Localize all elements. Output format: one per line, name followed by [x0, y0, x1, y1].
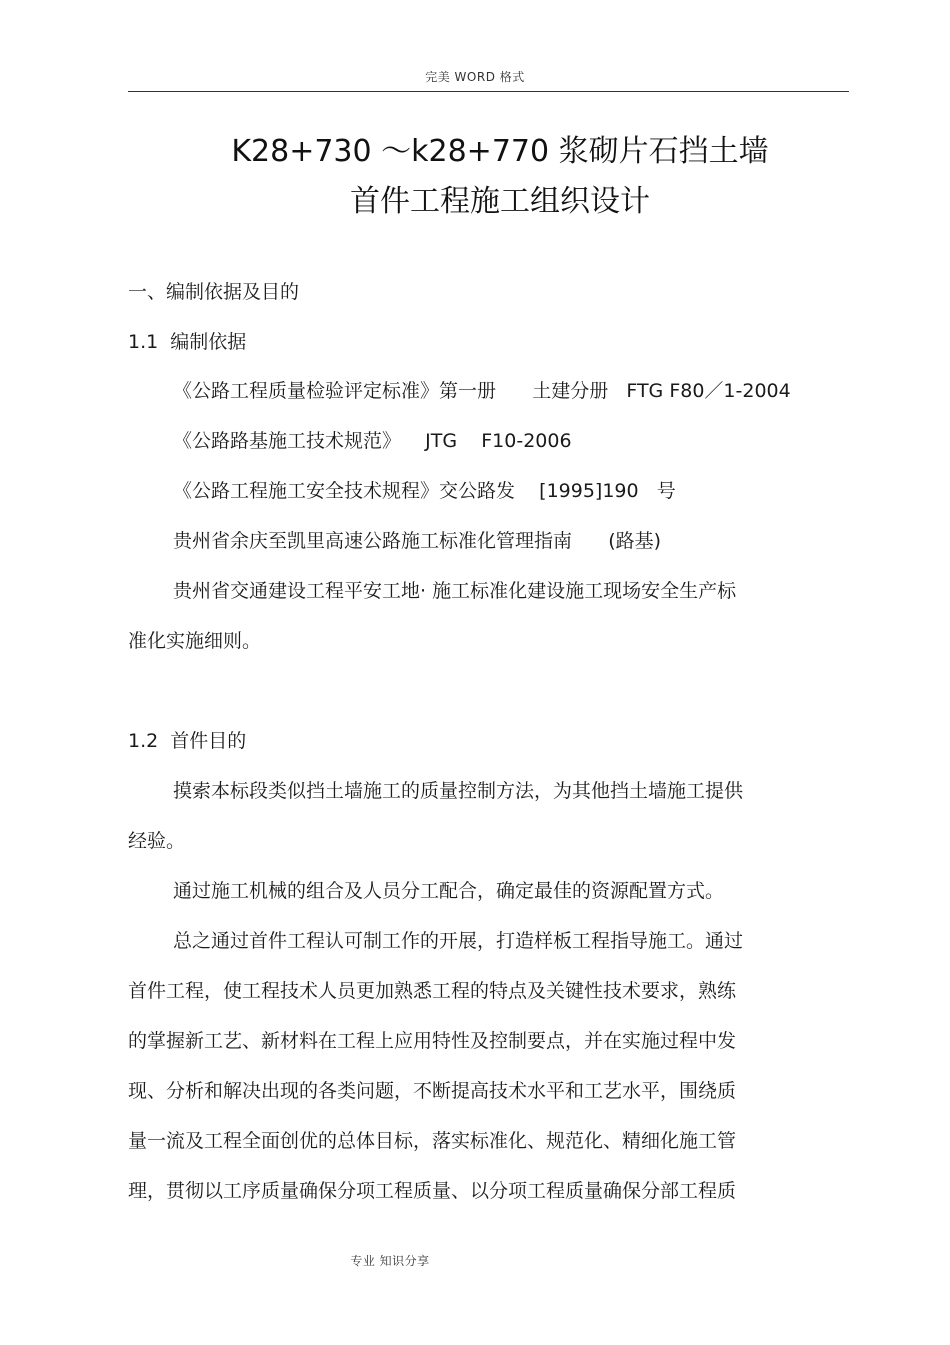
- reference-item: 贵州省余庆至凯里高速公路施工标准化管理指南 (路基): [173, 530, 662, 552]
- header-divider: [128, 91, 849, 92]
- section-heading-1: 一、编制依据及目的: [128, 281, 300, 303]
- reference-item: 《公路工程施工安全技术规程》交公路发 [1995]190 号: [173, 480, 676, 502]
- paragraph-line: 的掌握新工艺、新材料在工程上应用特性及控制要点，并在实施过程中发: [128, 1030, 737, 1052]
- subsection-heading-1-2: 1.2 首件目的: [128, 730, 247, 752]
- reference-item-continuation: 准化实施细则。: [128, 630, 262, 652]
- document-title-line-1: K28+730 ～k28+770 浆砌片石挡土墙: [231, 134, 769, 169]
- paragraph-line: 通过施工机械的组合及人员分工配合，确定最佳的资源配置方式。: [173, 880, 725, 902]
- paragraph-line: 现、分析和解决出现的各类问题，不断提高技术水平和工艺水平，围绕质: [128, 1080, 737, 1102]
- paragraph-line: 首件工程，使工程技术人员更加熟悉工程的特点及关键性技术要求，熟练: [128, 980, 737, 1002]
- paragraph-line: 经验。: [128, 830, 186, 852]
- subsection-heading-1-1: 1.1 编制依据: [128, 331, 247, 353]
- paragraph-line: 理，贯彻以工序质量确保分项工程质量、以分项工程质量确保分部工程质: [128, 1180, 737, 1202]
- page-header: 完美 WORD 格式: [425, 70, 525, 84]
- paragraph-line: 摸索本标段类似挡土墙施工的质量控制方法，为其他挡土墙施工提供: [173, 780, 744, 802]
- page-footer: 专业 知识分享: [350, 1254, 430, 1268]
- reference-item: 贵州省交通建设工程平安工地· 施工标准化建设施工现场安全生产标: [173, 580, 737, 602]
- reference-item: 《公路路基施工技术规范》 JTG F10-2006: [173, 430, 572, 452]
- paragraph-line: 量一流及工程全面创优的总体目标，落实标准化、规范化、精细化施工管: [128, 1130, 737, 1152]
- reference-item: 《公路工程质量检验评定标准》第一册 土建分册 FTG F80／1-2004: [173, 380, 791, 402]
- document-title-line-2: 首件工程施工组织设计: [350, 184, 650, 219]
- paragraph-line: 总之通过首件工程认可制工作的开展，打造样板工程指导施工。通过: [173, 930, 744, 952]
